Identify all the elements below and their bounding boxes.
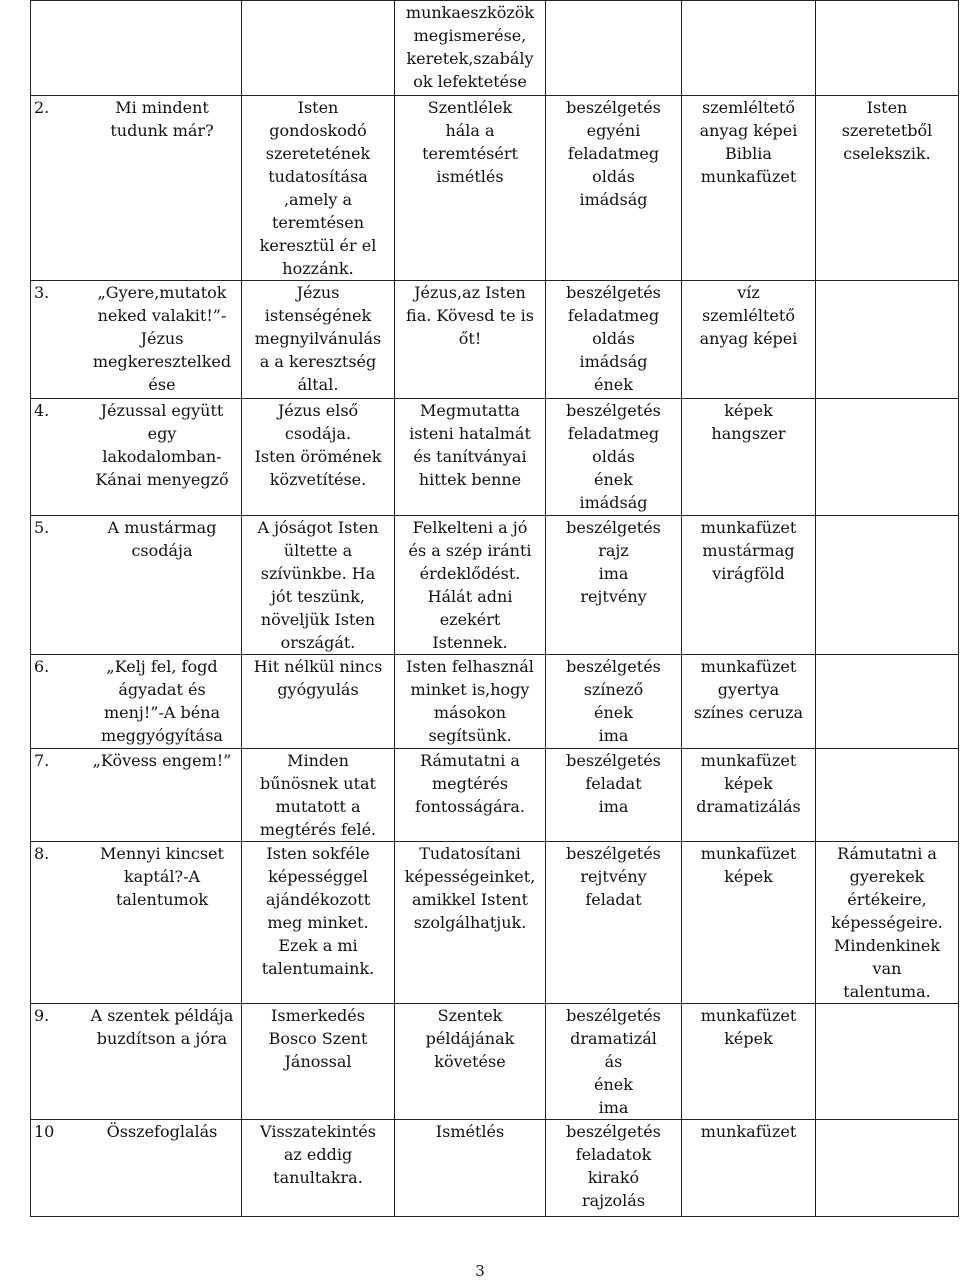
tools-cell xyxy=(682,1,816,96)
lesson-number: 4. xyxy=(34,401,50,420)
lesson-title: Jézussal együtt egy lakodalomban- Kánai menyegző xyxy=(95,401,229,489)
goal-cell: Isten gondoskodó szeretetének tudatosítása ,amely a teremtésen keresztül ér el hozzánk. xyxy=(242,96,395,281)
lesson-number: 6. xyxy=(34,657,50,676)
lesson-title: „Kelj fel, fogd ágyadat és menj!”-A béna meggyógyítása xyxy=(101,657,223,745)
table-row xyxy=(31,399,959,516)
tools-cell: munkafüzet képek xyxy=(682,1004,816,1120)
methods-cell: beszélgetés dramatizál ás ének ima xyxy=(546,1004,682,1120)
lesson-cell xyxy=(31,749,242,842)
note-cell xyxy=(816,1004,959,1120)
tools-cell: munkafüzet xyxy=(682,1120,816,1217)
methods-cell: beszélgetés feladat ima xyxy=(546,749,682,842)
note-cell xyxy=(816,516,959,655)
lesson-cell xyxy=(31,1120,242,1217)
methods-cell xyxy=(546,1,682,96)
table-row xyxy=(31,1,959,96)
lesson-cell xyxy=(31,842,242,1004)
table-row xyxy=(31,1120,959,1217)
note-cell xyxy=(816,281,959,399)
goal-cell: A jóságot Isten ültette a szívünkbe. Ha jót teszünk, növeljük Isten országát. xyxy=(242,516,395,655)
table-row xyxy=(31,655,959,749)
lesson-cell xyxy=(31,1,242,96)
goal-cell: Isten sokféle képességgel ajándékozott meg minket. Ezek a mi talentumaink. xyxy=(242,842,395,1004)
tools-cell: szemléltető anyag képei Biblia munkafüzet xyxy=(682,96,816,281)
table-row xyxy=(31,749,959,842)
note-cell: Rámutatni a gyerekek értékeire, képességeire. Mindenkinek van talentuma. xyxy=(816,842,959,1004)
methods-cell: beszélgetés rajz ima rejtvény xyxy=(546,516,682,655)
tools-cell: munkafüzet képek xyxy=(682,842,816,1004)
goal-cell: Visszatekintés az eddig tanultakra. xyxy=(242,1120,395,1217)
methods-cell: beszélgetés feladatmeg oldás ének imádság xyxy=(546,399,682,516)
note-cell xyxy=(816,399,959,516)
methods-cell: beszélgetés feladatok kirakó rajzolás xyxy=(546,1120,682,1217)
lesson-title: A szentek példája buzdítson a jóra xyxy=(90,1006,234,1048)
content-cell: munkaeszközök megismerése, keretek,szabály ok lefektetése xyxy=(395,1,546,96)
content-cell: Szentek példájának követése xyxy=(395,1004,546,1120)
lesson-title: A mustármag csodája xyxy=(107,518,217,560)
lesson-cell xyxy=(31,399,242,516)
lesson-number: 2. xyxy=(34,98,50,117)
lesson-number: 9. xyxy=(34,1006,50,1025)
table-row xyxy=(31,1004,959,1120)
tools-cell: munkafüzet gyertya színes ceruza xyxy=(682,655,816,749)
lesson-number: 10 xyxy=(34,1122,55,1141)
goal-cell: Minden bűnösnek utat mutatott a megtérés felé. xyxy=(242,749,395,842)
tools-cell: képek hangszer xyxy=(682,399,816,516)
lesson-cell xyxy=(31,655,242,749)
note-cell xyxy=(816,1120,959,1217)
content-cell: Megmutatta isteni hatalmát és tanítványai hittek benne xyxy=(395,399,546,516)
lesson-number: 8. xyxy=(34,844,50,863)
lesson-number: 3. xyxy=(34,283,50,302)
goal-cell: Jézus istenségének megnyilvánulás a a keresztség által. xyxy=(242,281,395,399)
goal-cell: Hit nélkül nincs gyógyulás xyxy=(242,655,395,749)
goal-cell: Jézus első csodája. Isten örömének közvetítése. xyxy=(242,399,395,516)
content-cell: Rámutatni a megtérés fontosságára. xyxy=(395,749,546,842)
content-cell: Isten felhasznál minket is,hogy másokon segítsünk. xyxy=(395,655,546,749)
lesson-number: 7. xyxy=(34,751,50,770)
note-cell: Isten szeretetből cselekszik. xyxy=(816,96,959,281)
lesson-title: Mennyi kincset kaptál?-A talentumok xyxy=(100,844,224,909)
content-cell: Ismétlés xyxy=(395,1120,546,1217)
table-row xyxy=(31,96,959,281)
lesson-title: Összefoglalás xyxy=(106,1122,218,1141)
content-cell: Tudatosítani képességeinket, amikkel Istent szolgálhatjuk. xyxy=(395,842,546,1004)
tools-cell: víz szemléltető anyag képei xyxy=(682,281,816,399)
content-cell: Szentlélek hála a teremtésért ismétlés xyxy=(395,96,546,281)
methods-cell: beszélgetés feladatmeg oldás imádság ének xyxy=(546,281,682,399)
table-row xyxy=(31,281,959,399)
lesson-cell xyxy=(31,281,242,399)
note-cell xyxy=(816,655,959,749)
lesson-number: 5. xyxy=(34,518,50,537)
content-cell: Felkelteni a jó és a szép iránti érdeklődést. Hálát adni ezekért Istennek. xyxy=(395,516,546,655)
methods-cell: beszélgetés színező ének ima xyxy=(546,655,682,749)
lesson-cell xyxy=(31,96,242,281)
lesson-cell xyxy=(31,516,242,655)
table-row xyxy=(31,842,959,1004)
methods-cell: beszélgetés rejtvény feladat xyxy=(546,842,682,1004)
lesson-title: „Kövess engem!” xyxy=(92,751,232,770)
lesson-title: „Gyere,mutatok neked valakit!”- Jézus megkeresztelked ése xyxy=(92,283,232,394)
page-number: 3 xyxy=(475,1262,485,1280)
note-cell xyxy=(816,749,959,842)
note-cell xyxy=(816,1,959,96)
content-cell: Jézus,az Isten fia. Kövesd te is őt! xyxy=(395,281,546,399)
methods-cell: beszélgetés egyéni feladatmeg oldás imádság xyxy=(546,96,682,281)
goal-cell xyxy=(242,1,395,96)
lesson-title: Mi mindent tudunk már? xyxy=(110,98,214,140)
tools-cell: munkafüzet mustármag virágföld xyxy=(682,516,816,655)
goal-cell: Ismerkedés Bosco Szent Jánossal xyxy=(242,1004,395,1120)
lesson-cell xyxy=(31,1004,242,1120)
table-row xyxy=(31,516,959,655)
curriculum-table xyxy=(30,0,959,1217)
tools-cell: munkafüzet képek dramatizálás xyxy=(682,749,816,842)
